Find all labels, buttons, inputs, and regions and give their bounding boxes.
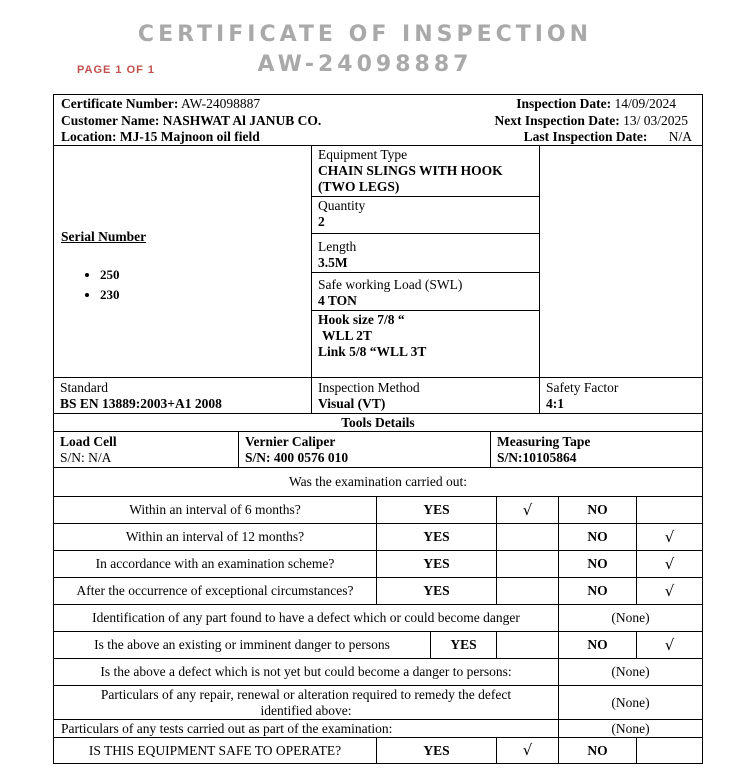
none-value: (None) <box>611 610 650 625</box>
yes-cell <box>376 550 497 578</box>
check-icon: √ <box>664 555 675 573</box>
none-value: (None) <box>611 664 650 679</box>
tool-sn: S/N:10105864 <box>497 450 577 465</box>
yes-label: YES <box>423 583 450 598</box>
customer-name <box>61 113 321 129</box>
tool-name: Measuring Tape <box>497 434 591 449</box>
no-label: NO <box>587 583 608 598</box>
tests-question <box>53 719 559 738</box>
safe-question-text: IS THIS EQUIPMENT SAFE TO OPERATE? <box>88 743 342 758</box>
safe-question <box>53 737 377 764</box>
exam-question <box>53 550 377 578</box>
page-label: PAGE 1 OF 1 <box>77 64 156 76</box>
no-check-cell <box>636 631 703 659</box>
equipment-type-value-2: (TWO LEGS) <box>318 179 400 194</box>
yes-check-cell <box>496 631 559 659</box>
quantity-cell <box>311 196 540 234</box>
no-label: NO <box>587 637 608 652</box>
no-cell <box>558 496 637 524</box>
check-icon: √ <box>522 501 533 519</box>
yes-check-cell <box>496 737 559 764</box>
tool-sn: S/N: 400 0576 010 <box>245 450 349 465</box>
exam-heading <box>53 467 703 497</box>
no-check-cell <box>636 550 703 578</box>
quantity-label: Quantity <box>318 198 366 213</box>
hook-size: Hook size 7/8 “ <box>318 312 405 327</box>
exam-question-text: After the occurrence of exceptional circumstances? <box>76 583 354 598</box>
repair-question-line1: Particulars of any repair, renewal or alteration required to remedy the defect <box>100 687 512 702</box>
tool-sn: S/N: N/A <box>60 450 112 465</box>
yes-cell <box>376 577 497 605</box>
serial-list <box>54 263 120 307</box>
safety-value: 4:1 <box>546 396 564 411</box>
no-label: NO <box>587 529 608 544</box>
last-inspection-date <box>524 129 692 145</box>
insp-label: Inspection Date: <box>516 96 612 111</box>
yes-label: YES <box>423 556 450 571</box>
yes-check-cell <box>496 550 559 578</box>
link-size: Link 5/8 “WLL 3T <box>318 344 427 359</box>
no-check-cell <box>636 577 703 605</box>
certificate-number-title: AW-24098887 <box>257 52 473 77</box>
tool-name: Load Cell <box>60 434 117 449</box>
method-cell <box>311 377 540 414</box>
future-danger-question <box>53 658 559 686</box>
no-cell <box>558 737 637 764</box>
exam-question <box>53 577 377 605</box>
repair-question <box>53 685 559 720</box>
serial-item: • 250 <box>100 267 120 283</box>
no-cell <box>558 631 637 659</box>
yes-label: YES <box>423 502 450 517</box>
certificate-number <box>61 96 260 112</box>
check-icon: √ <box>664 636 675 654</box>
future-danger-value <box>558 658 703 686</box>
tools-title: Tools Details <box>341 415 415 430</box>
no-check-cell <box>636 523 703 551</box>
yes-label: YES <box>423 743 450 758</box>
cust-label: Customer Name: <box>61 113 160 128</box>
danger-question-text: Is the above an existing or imminent danger to persons <box>94 637 390 652</box>
method-label: Inspection Method <box>318 380 420 395</box>
tool-vernier-caliper <box>238 431 491 468</box>
no-check-cell <box>636 737 703 764</box>
defect-identification-text: Identification of any part found to have a defect which or could become danger <box>92 610 520 625</box>
yes-check-cell <box>496 577 559 605</box>
hook-cell <box>311 310 540 378</box>
cust-value: NASHWAT Al JANUB CO. <box>162 113 322 128</box>
no-cell <box>558 577 637 605</box>
serial-item: • 230 <box>100 287 120 303</box>
standard-value: BS EN 13889:2003+A1 2008 <box>60 396 222 411</box>
check-icon: √ <box>664 582 675 600</box>
yes-label: YES <box>450 637 477 652</box>
loc-label: Location: <box>61 129 117 144</box>
serial-number-cell <box>53 145 312 378</box>
defect-identification <box>53 604 559 632</box>
equipment-type-value: CHAIN SLINGS WITH HOOK <box>318 163 503 178</box>
safety-label: Safety Factor <box>546 380 619 395</box>
exam-question <box>53 496 377 524</box>
certificate-title: CERTIFICATE OF INSPECTION <box>137 22 593 47</box>
yes-cell <box>430 631 497 659</box>
method-value: Visual (VT) <box>318 396 386 411</box>
info-block <box>53 94 703 146</box>
equipment-type-cell <box>311 145 540 197</box>
yes-cell <box>376 523 497 551</box>
cert-label: Certificate Number: <box>61 96 179 111</box>
no-label: NO <box>587 502 608 517</box>
length-cell <box>311 233 540 273</box>
yes-cell <box>376 496 497 524</box>
no-label: NO <box>587 743 608 758</box>
next-inspection-date <box>495 113 689 129</box>
no-label: NO <box>587 556 608 571</box>
none-value: (None) <box>611 721 650 736</box>
standard-cell <box>53 377 312 414</box>
tests-question-text: Particulars of any tests carried out as part of the examination: <box>61 721 393 736</box>
inspection-date <box>516 96 676 112</box>
last-value: N/A <box>668 129 692 144</box>
check-icon: √ <box>664 528 675 546</box>
serial-number-label: Serial Number <box>61 229 147 244</box>
next-value: 13/ 03/2025 <box>623 113 688 128</box>
next-label: Next Inspection Date: <box>494 113 620 128</box>
danger-question <box>53 631 431 659</box>
no-cell <box>558 550 637 578</box>
equipment-type-label: Equipment Type <box>318 147 408 162</box>
location <box>61 129 260 145</box>
swl-value: 4 TON <box>318 293 357 308</box>
tests-value <box>558 719 703 738</box>
check-icon: √ <box>522 741 533 759</box>
swl-label: Safe working Load (SWL) <box>318 277 463 292</box>
tools-header <box>53 413 703 432</box>
loc-value: MJ-15 Majnoon oil field <box>119 129 260 144</box>
yes-check-cell <box>496 496 559 524</box>
quantity-value: 2 <box>318 214 325 229</box>
safety-factor-cell <box>539 377 703 414</box>
tool-load-cell <box>53 431 239 468</box>
last-label: Last Inspection Date: <box>523 129 648 144</box>
empty-right-cell <box>539 145 703 378</box>
yes-label: YES <box>423 529 450 544</box>
standard-label: Standard <box>60 380 108 395</box>
exam-question-text: In accordance with an examination scheme? <box>95 556 335 571</box>
exam-question-text: Within an interval of 6 months? <box>129 502 301 517</box>
length-label: Length <box>318 239 357 254</box>
exam-heading-text: Was the examination carried out: <box>288 474 468 489</box>
defect-identification-value <box>558 604 703 632</box>
insp-value: 14/09/2024 <box>614 96 676 111</box>
length-value: 3.5M <box>318 255 348 270</box>
no-cell <box>558 523 637 551</box>
no-check-cell <box>636 496 703 524</box>
repair-question-line2: identified above: <box>260 703 352 718</box>
yes-cell <box>376 737 497 764</box>
yes-check-cell <box>496 523 559 551</box>
none-value: (None) <box>611 695 650 710</box>
exam-question-text: Within an interval of 12 months? <box>125 529 305 544</box>
tool-measuring-tape <box>490 431 703 468</box>
future-danger-text: Is the above a defect which is not yet but could become a danger to persons: <box>100 664 512 679</box>
hook-wll: WLL 2T <box>322 328 372 343</box>
cert-value: AW-24098887 <box>180 96 261 111</box>
tool-name: Vernier Caliper <box>245 434 336 449</box>
exam-question <box>53 523 377 551</box>
swl-cell <box>311 272 540 311</box>
repair-value <box>558 685 703 720</box>
